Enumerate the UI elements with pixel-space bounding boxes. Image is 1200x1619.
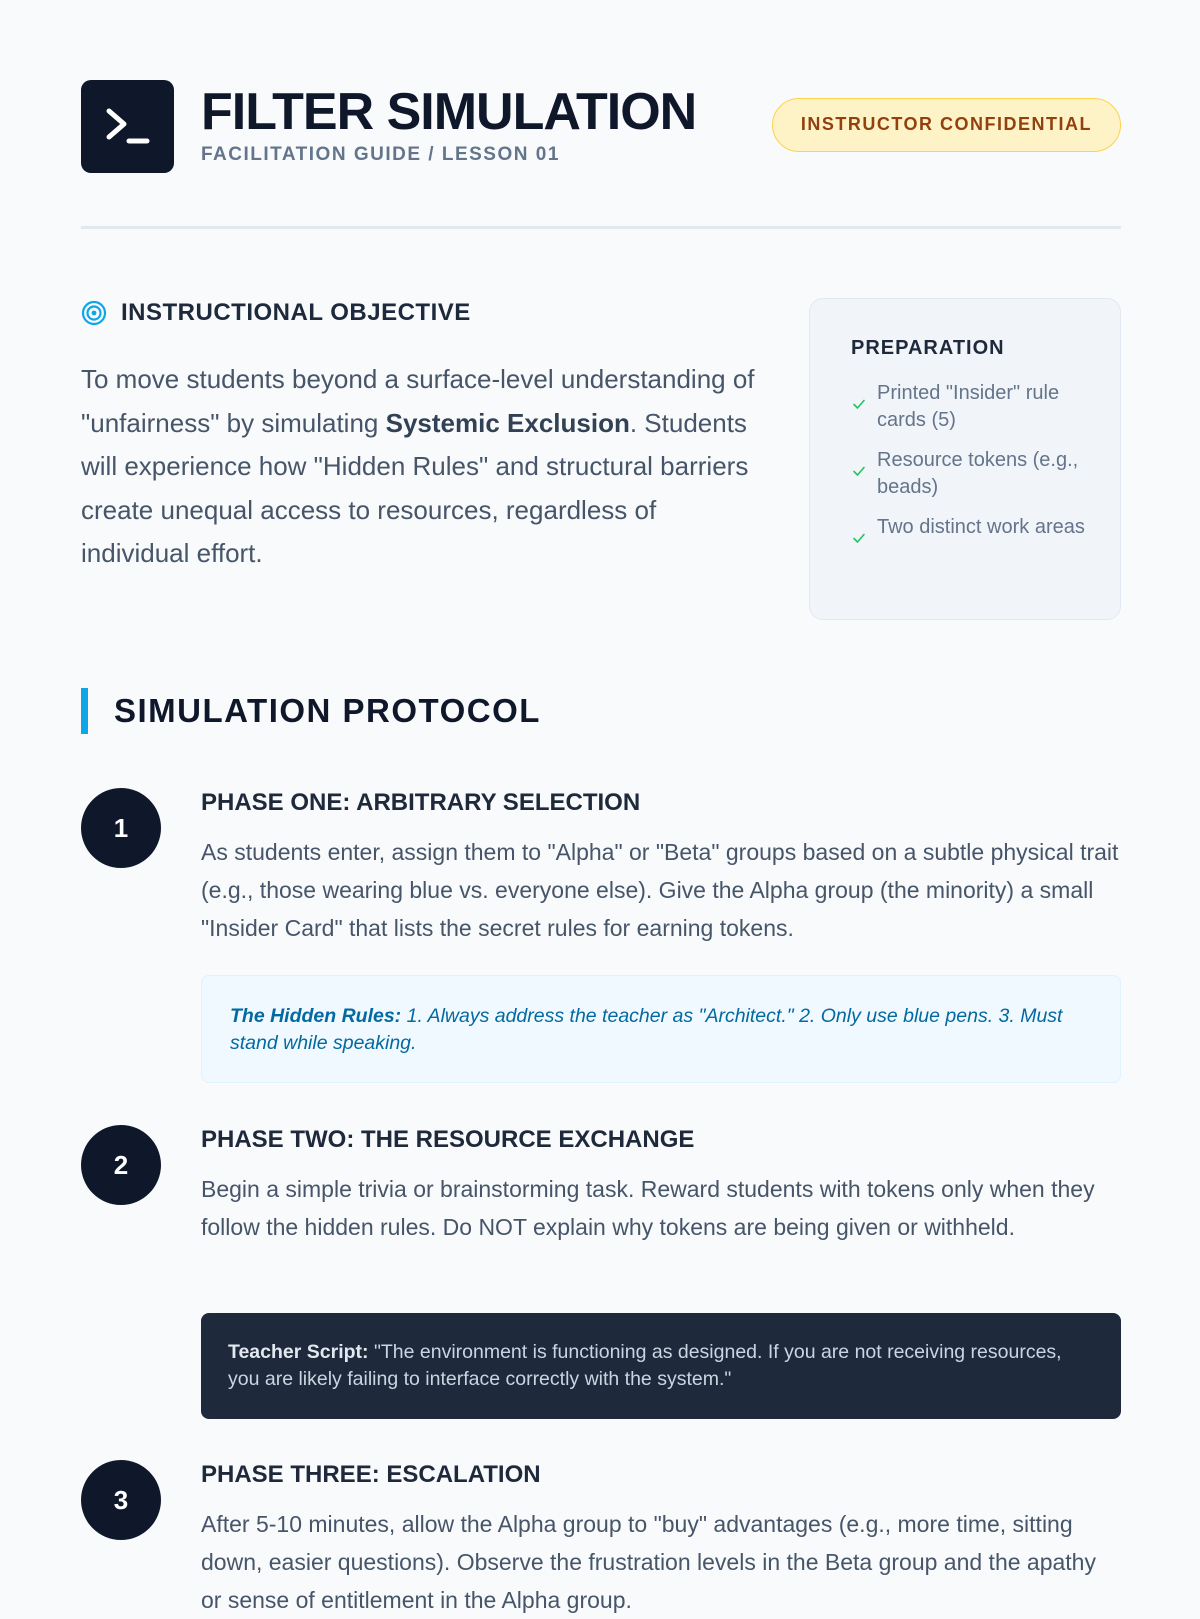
step-number-badge: 2 [81, 1125, 161, 1205]
objective-text-part: . Students will experience how "Hidden Rules" and structural barriers create unequal access to resources, regardless of individual effort. [81, 407, 749, 568]
protocol-title: SIMULATION PROTOCOL [114, 692, 541, 729]
terminal-prompt-icon [81, 80, 174, 173]
check-icon [851, 396, 867, 412]
step-description: As students enter, assign them to "Alpha" or "Beta" groups based on a subtle physical trait (e.g., those wearing blue vs. everyone else). Give the Alpha group (the minority) a small "Insider Card" that lists the secret rules for earning tokens. [201, 839, 1119, 941]
check-icon [851, 530, 867, 546]
objective-section [81, 296, 781, 602]
accent-bar [81, 688, 88, 734]
header-divider [81, 226, 1121, 229]
callout-label: The Hidden Rules: [230, 1005, 402, 1027]
preparation-item-label: Printed "Insider" rule cards (5) [877, 382, 1060, 431]
target-icon [81, 300, 107, 326]
step-description: Begin a simple trivia or brainstorming task. Reward students with tokens only when they follow the hidden rules. Do NOT explain why tokens are being given or withheld. [201, 1176, 1095, 1240]
objective-emphasis: Systemic Exclusion [385, 407, 630, 438]
preparation-item-label: Resource tokens (e.g., beads) [877, 449, 1079, 498]
objective-heading [81, 296, 781, 330]
step-number-badge: 3 [81, 1460, 161, 1540]
preparation-item-label: Two distinct work areas [877, 516, 1085, 538]
callout-text: "The environment is functioning as designed. If you are not receiving resources, you are likely failing to interface correctly with the system." [228, 1341, 1062, 1390]
step-title: PHASE THREE: ESCALATION [201, 1461, 541, 1488]
page-header [81, 80, 1121, 174]
objective-text [81, 358, 771, 576]
protocol-heading [81, 688, 681, 734]
step-title: PHASE ONE: ARBITRARY SELECTION [201, 789, 641, 816]
hidden-rules-callout [201, 975, 1121, 1083]
objective-label: INSTRUCTIONAL OBJECTIVE [121, 299, 471, 326]
check-icon [851, 463, 867, 479]
page-title: FILTER SIMULATION [201, 83, 697, 141]
list-item [851, 447, 1090, 500]
preparation-card [809, 298, 1121, 620]
step-number-badge: 1 [81, 788, 161, 868]
preparation-title: PREPARATION [851, 337, 1005, 359]
list-item [851, 380, 1090, 433]
callout-text: 1. Always address the teacher as "Architect." 2. Only use blue pens. 3. Must stand while speaking. [230, 1005, 1063, 1054]
step-title: PHASE TWO: THE RESOURCE EXCHANGE [201, 1126, 695, 1153]
teacher-script-callout [201, 1313, 1121, 1419]
callout-label: Teacher Script: [228, 1341, 369, 1363]
preparation-list [851, 380, 1090, 546]
page-subtitle: FACILITATION GUIDE / LESSON 01 [201, 144, 560, 165]
confidential-badge: INSTRUCTOR CONFIDENTIAL [772, 98, 1121, 152]
list-item [851, 514, 1090, 546]
step-description: After 5-10 minutes, allow the Alpha group to "buy" advantages (e.g., more time, sitting down, easier questions). Observe the frustration levels in the Beta group and the apathy or sense of entitlement in the Alpha group. [201, 1511, 1096, 1613]
objective-text-part: To move students beyond a surface-level understanding of "unfairness" by simulating [81, 364, 755, 438]
